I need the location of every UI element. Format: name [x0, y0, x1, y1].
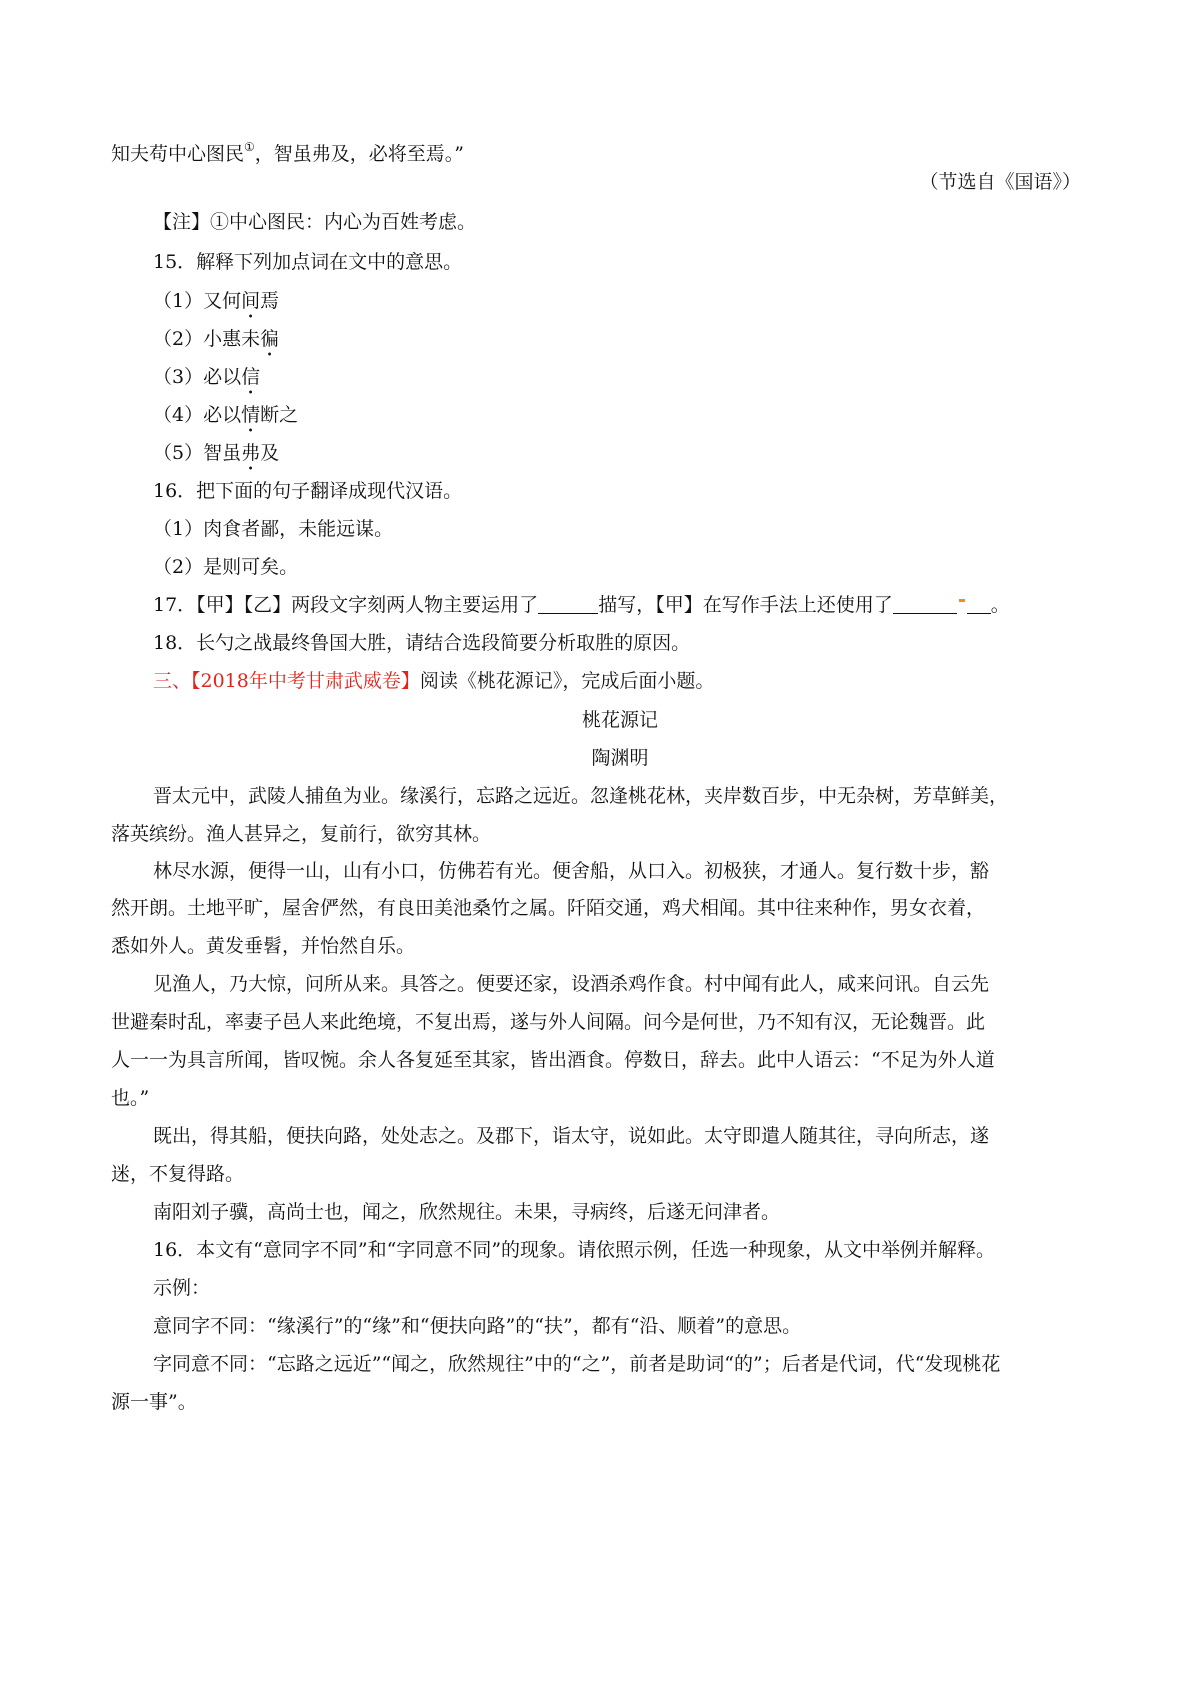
question-16-prompt: 16．把下面的句子翻译成现代汉语。 — [153, 480, 463, 502]
essay-line: 迷，不复得路。 — [111, 1163, 245, 1185]
essay-line: 见渔人，乃大惊，问所从来。具答之。便要还家，设酒杀鸡作食。村中闻有此人，咸来问讯。自云先 — [153, 973, 990, 995]
essay-line: 南阳刘子骥，高尚士也，闻之，欣然规往。未果，寻病终，后遂无问津者。 — [153, 1201, 781, 1223]
question-16-item: （2）是则可矣。 — [153, 556, 299, 578]
footnote-marker: ① — [244, 140, 255, 154]
dotted-word: 信 — [241, 366, 261, 388]
dotted-word: 徧 — [260, 328, 280, 350]
quote-line — [111, 133, 1091, 168]
section-3-label: 三、【2018年中考甘肃武威卷】 — [153, 670, 420, 692]
essay-line: 然开朗。土地平旷，屋舍俨然，有良田美池桑竹之属。阡陌交通，鸡犬相闻。其中往来种作，男女衣着， — [111, 897, 986, 919]
essay-line: 落英缤纷。渔人甚异之，复前行，欲穷其林。 — [111, 823, 492, 845]
dotted-word: 情 — [241, 404, 261, 426]
question-15-item: （1）又何间焉 — [153, 290, 280, 312]
answer-blank[interactable] — [893, 593, 957, 614]
question-15-item: （5）智虽弗及 — [153, 442, 280, 464]
essay-line: 世避秦时乱，率妻子邑人来此绝境，不复出焉，遂与外人间隔。问今是何世，乃不知有汉，无论魏晋。此 — [111, 1011, 986, 1033]
question-17: 17．【甲】【乙】两段文字刻两人物主要运用了 描写，【甲】在写作手法上还使用了 。 — [153, 594, 1010, 616]
dotted-word: 间 — [241, 290, 261, 312]
source-citation: （节选自《国语》） — [919, 171, 1081, 193]
question-15-item: （2）小惠未徧 — [153, 328, 280, 350]
essay-line: 也。” — [111, 1087, 150, 1109]
question-15-item: （3）必以信 — [153, 366, 261, 388]
essay-line: 晋太元中，武陵人捕鱼为业。缘溪行，忘路之远近。忽逢桃花林，夹岸数百步，中无杂树，芳草鲜美， — [153, 785, 1009, 807]
essay-line: 既出，得其船，便扶向路，处处志之。及郡下，诣太守，说如此。太守即遣人随其往，寻向所志，遂 — [153, 1125, 990, 1147]
orange-mark — [959, 599, 965, 602]
question-18: 18．长勺之战最终鲁国大胜，请结合选段简要分析取胜的原因。 — [153, 632, 691, 654]
question-15-prompt: 15．解释下列加点词在文中的意思。 — [153, 251, 463, 273]
essay-title: 桃花源记 — [581, 709, 658, 731]
quote-text-end: ，智虽弗及，必将至焉。” — [254, 143, 464, 165]
example-line: 字同意不同：“忘路之远近”“闻之，欣然规往”中的“之”，前者是助词“的”；后者是代词，代“发现桃花 — [153, 1353, 1001, 1375]
answer-blank[interactable] — [538, 593, 598, 614]
essay-line: 林尽水源，便得一山，山有小口，仿佛若有光。便舍船，从口入。初极狭，才通人。复行数十步，豁 — [153, 860, 990, 882]
answer-blank-tail[interactable] — [967, 593, 991, 614]
quote-text: 知夫苟中心图民 — [111, 143, 245, 165]
question-16-item: （1）肉食者鄙，未能远谋。 — [153, 518, 394, 540]
annotation-note: 【注】①中心图民：内心为百姓考虑。 — [153, 211, 477, 233]
example-line: 源一事”。 — [111, 1391, 197, 1413]
essay-line: 人一一为具言所闻，皆叹惋。余人各复延至其家，皆出酒食。停数日，辞去。此中人语云：“不足为外人道 — [111, 1049, 995, 1071]
essay-author: 陶渊明 — [591, 747, 649, 769]
example-label: 示例： — [153, 1277, 211, 1299]
section-3-heading: 三、【2018年中考甘肃武威卷】阅读《桃花源记》，完成后面小题。 — [153, 670, 715, 692]
question-16b-prompt: 16．本文有“意同字不同”和“字同意不同”的现象。请依照示例，任选一种现象，从文中举例并解释。 — [153, 1239, 996, 1261]
dotted-word: 弗 — [241, 442, 261, 464]
example-line: 意同字不同：“缘溪行”的“缘”和“便扶向路”的“扶”，都有“沿、顺着”的意思。 — [153, 1315, 802, 1337]
question-15-item: （4）必以情断之 — [153, 404, 299, 426]
essay-line: 悉如外人。黄发垂髫，并怡然自乐。 — [111, 935, 416, 957]
